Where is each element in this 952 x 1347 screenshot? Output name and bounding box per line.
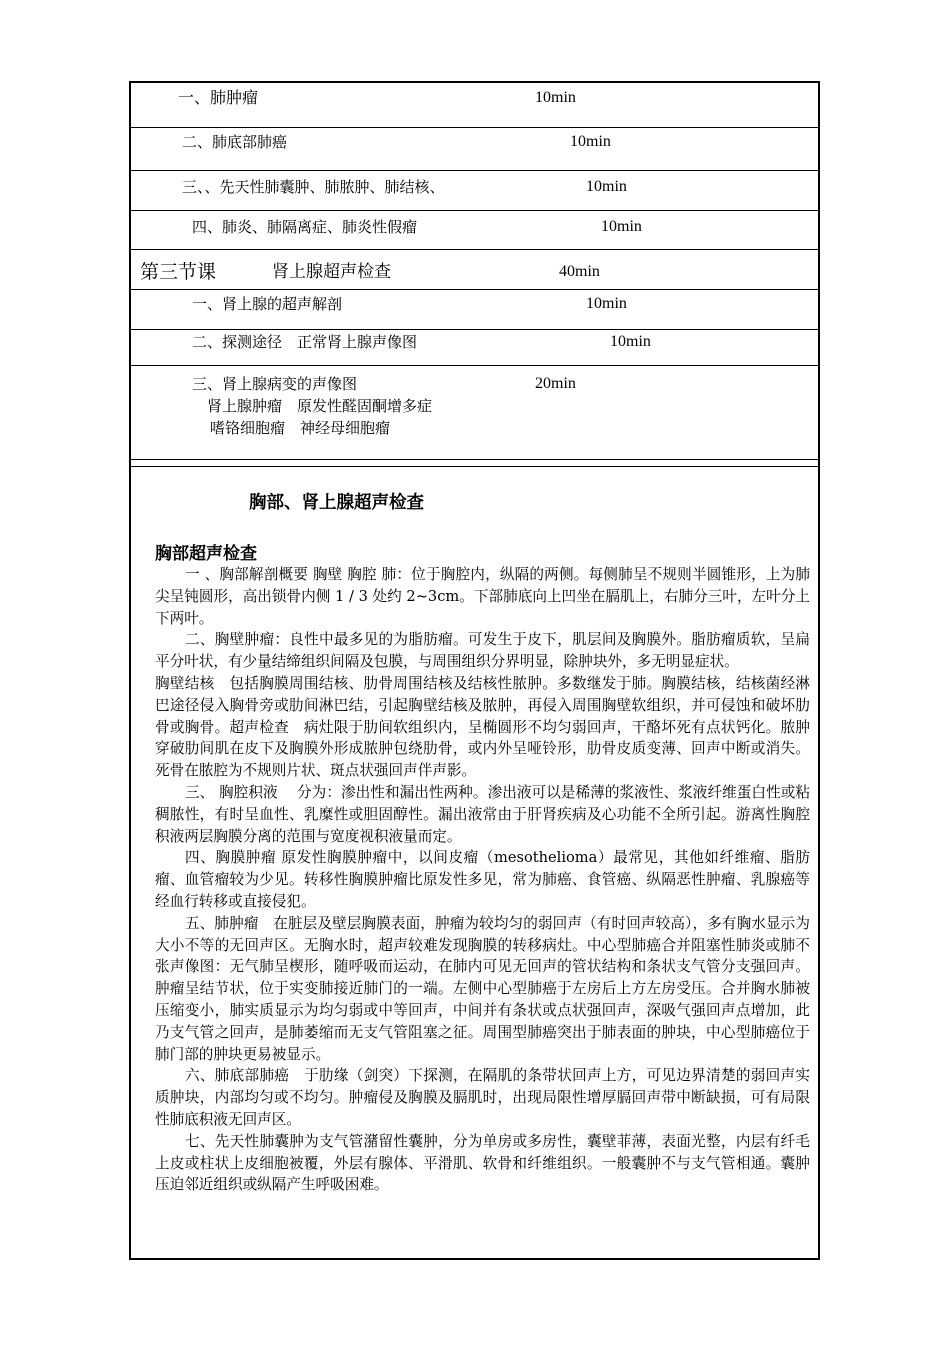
lesson-row-duration: 20min — [535, 375, 576, 392]
lesson-row-duration: 10min — [586, 295, 627, 312]
table-divider — [131, 170, 818, 171]
document-frame — [129, 81, 820, 1260]
lesson-topic: 三、肾上腺病变的声像图 — [192, 375, 358, 393]
article-body — [155, 564, 810, 1196]
table-divider — [131, 289, 818, 290]
table-divider — [131, 459, 818, 460]
schedule-topic: 一、肺肿瘤 — [178, 88, 259, 107]
table-divider — [131, 210, 818, 211]
article-paragraph: 二、胸壁肿瘤：良性中最多见的为脂肪瘤。可发生于皮下，肌层间及胸膜外。脂肪瘤质软，呈扁平分叶状，有少量结缔组织间隔及包膜，与周围组织分界明显，除肿块外，多无明显症状。 — [155, 631, 810, 671]
article-subtitle: 胸部超声检查 — [155, 544, 257, 564]
lesson-row-duration: 10min — [610, 333, 651, 350]
article-title: 胸部、肾上腺超声检查 — [249, 493, 424, 513]
lesson-label: 第三节课 — [140, 261, 217, 283]
schedule-topic: 四、肺炎、肺隔离症、肺炎性假瘤 — [192, 218, 418, 236]
article-paragraph: 五、肺肿瘤 在脏层及壁层胸膜表面，肿瘤为较均匀的弱回声（有时回声较高），多有胸水显示为大小不等的无回声区。无胸水时，超声较难发现胸膜的转移病灶。中心型肺癌合并阻塞性肺炎或肺不张声像图：无气肺呈楔形，随呼吸而运动，在肺内可见无回声的管状结构和条状支气管分支强回声。肿瘤呈结节状，位于实变肺接近肺门的一端。左侧中心型肺癌于左房后上方左房受压。合并胸水肺被压缩变小，肺实质显示为均匀弱或中等回声，中间并有条状或点状强回声，深吸气强回声点增加，此乃支气管之回声，是肺萎缩而无支气管阻塞之征。周围型肺癌突出于肺表面的肿块，中心型肺癌位于肺门部的肿块更易被显示。 — [155, 914, 810, 1063]
article-paragraph: 胸壁结核 包括胸膜周围结核、肋骨周围结核及结核性脓肿。多数继发于肺。胸膜结核，结核菌经淋巴途径侵入胸骨旁或肋间淋巴结，引起胸壁结核及脓肿，再侵入周围胸壁软组织，并可侵蚀和破坏肋骨或胸骨。超声检查 病灶限于肋间软组织内，呈椭圆形不均匀弱回声，干酪坏死有点状钙化。脓肿穿破肋间肌在皮下及胸膜外形成脓肿包绕肋骨，或内外呈哑铃形，肋骨皮质变薄、回声中断或消失。死骨在脓腔为不规则片状、斑点状强回声伴声影。 — [155, 674, 810, 780]
schedule-duration: 10min — [601, 218, 642, 235]
schedule-duration: 10min — [570, 133, 611, 150]
lesson-topic: 一、肾上腺的超声解剖 — [192, 295, 343, 313]
table-divider — [131, 466, 818, 467]
table-divider — [131, 127, 818, 128]
schedule-duration: 10min — [586, 178, 627, 195]
article-paragraph: 七、先天性肺囊肿为支气管潴留性囊肿，分为单房或多房性，囊壁菲薄，表面光整，内层有纤毛上皮或柱状上皮细胞被覆，外层有腺体、平滑肌、软骨和纤维组织。一般囊肿不与支气管相通。囊肿压迫邻近组织或纵隔产生呼吸困难。 — [155, 1132, 810, 1194]
lesson-title: 肾上腺超声检查 — [272, 262, 391, 282]
table-divider — [131, 249, 818, 250]
lesson-topic: 二、探测途径 正常肾上腺声像图 — [192, 333, 418, 351]
article-paragraph: 六、肺底部肺癌 于肋缘（剑突）下探测，在隔肌的条带状回声上方，可见边界清楚的弱回声实质肿块，内部均匀或不均匀。肿瘤侵及胸膜及膈肌时，出现局限性增厚膈回声带中断缺损，可有局限性肺底积液无回声区。 — [155, 1067, 810, 1128]
schedule-duration: 10min — [535, 89, 576, 106]
table-divider — [131, 329, 818, 330]
article-paragraph: 一 、胸部解剖概要 胸壁 胸腔 肺：位于胸腔内，纵隔的两侧。每侧肺呈不规则半圆锥形，上为肺尖呈钝圆形，高出锁骨内侧 1 / 3 处约 2~3cm。下部肺底向上凹坐在膈肌上，右肺分三叶，左叶分上下两叶。 — [155, 566, 810, 627]
table-divider — [131, 365, 818, 366]
schedule-topic: 三、、先天性肺囊肿、肺脓肿、肺结核、 — [182, 178, 445, 196]
lesson-sub-text: 嗜铬细胞瘤 神经母细胞瘤 — [210, 419, 391, 437]
schedule-topic: 二、肺底部肺癌 — [182, 133, 288, 151]
lesson-sub-text: 肾上腺肿瘤 原发性醛固酮增多症 — [207, 397, 433, 415]
article-paragraph: 四、胸膜肿瘤 原发性胸膜肿瘤中，以间皮瘤（mesothelioma）最常见，其他如纤维瘤、脂肪瘤、血管瘤较为少见。转移性胸膜肿瘤比原发性多见，常为肺癌、食管癌、纵隔恶性肿瘤、乳腺癌等经血行转移或直接侵犯。 — [155, 849, 810, 910]
lesson-duration: 40min — [559, 263, 600, 280]
article-paragraph: 三、 胸腔积液 分为：渗出性和漏出性两种。渗出液可以是稀薄的浆液性、浆液纤维蛋白性或粘稠脓性，有时呈血性、乳糜性或胆固醇性。漏出液常由于肝肾疾病及心功能不全所引起。游离性胸腔积液两层胸膜分离的范围与宽度视积液量而定。 — [155, 783, 810, 845]
